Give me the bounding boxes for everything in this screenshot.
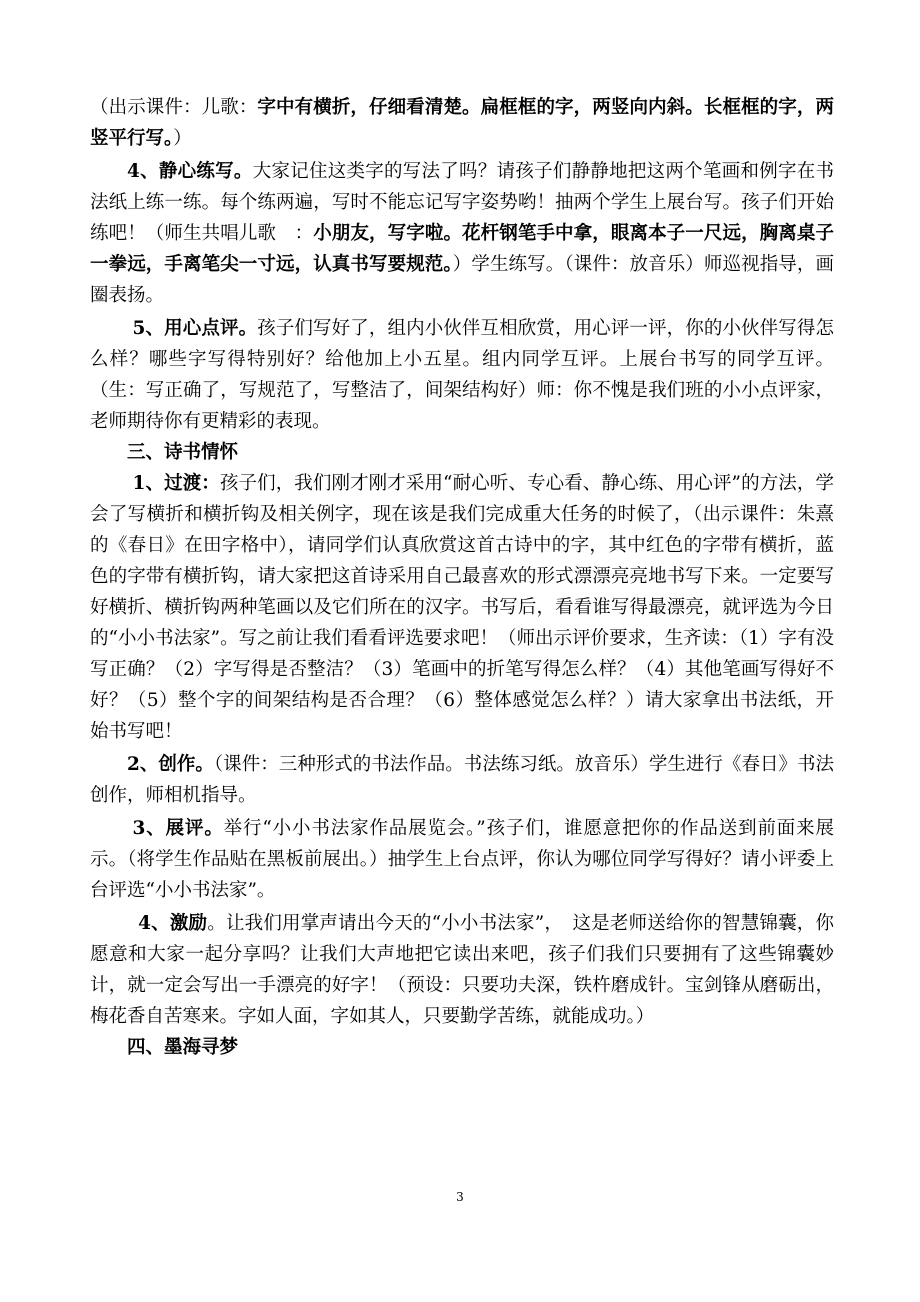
document-body	[90, 92, 834, 1063]
text-run: （课件：三种形式的书法作品。书法练习纸。放音乐）学生进行《春日》书法创作，师相机指导。	[90, 754, 834, 806]
text-run: 举行“小小书法家作品展览会。”孩子们，谁愿意把你的作品送到前面来展示。（将学生作品贴在黑板前展出。）抽学生上台点评，你认为哪位同学写得好？请小评委上台评选“小小书法家”。	[90, 818, 835, 901]
text-run: ）	[173, 128, 192, 149]
paragraph-encourage	[90, 908, 834, 1032]
text-run: （出示课件：儿歌：	[90, 97, 258, 118]
paragraph-create	[90, 749, 834, 811]
step-heading: 1、过渡：	[132, 473, 220, 494]
step-heading: 5、用心点评。	[132, 318, 258, 339]
page-number: 3	[456, 1190, 464, 1204]
section-heading-4: 四、墨海寻梦	[127, 1037, 239, 1058]
text-run: ）学生练写。（课件：放音乐）师巡视指导，画圈表扬。	[90, 254, 834, 306]
text-run: 大家记住这类字的写法了吗？请孩子们静静地把这两个笔画和例字在书法纸上练一练。每个练两遍，写时不能忘记写字姿势哟！抽两个学生上展台写。孩子们开始练吧！（师生共唱儿歌 ：	[90, 161, 834, 244]
paragraph-transition	[90, 468, 834, 747]
bold-text-run: 小朋友，写字啦。花杆钢笔手中拿，眼离本子一尺远，胸离桌子一拳远，手离笔尖一寸远，认真书写要规范。	[90, 223, 834, 275]
paragraph-step-4	[90, 156, 834, 311]
text-run: 。让我们用掌声请出今天的“小小书法家”， 这是老师送给你的智慧锦囊，你愿意和大家一起分享吗？让我们大声地把它读出来吧，孩子们我们只要拥有了这些锦囊妙计，就一定会写出一手漂亮的好字！（预设：只要功夫深，铁杵磨成针。宝剑锋从磨砺出，梅花香自苦寒来。字如人面，字如其人，只要勤学苦练，就能成功。）	[90, 913, 835, 1027]
step-heading: 3、展评。	[132, 818, 224, 839]
section-heading-3: 三、诗书情怀	[127, 442, 239, 463]
step-heading: 2、创作。	[127, 754, 214, 775]
step-heading: 4、激励	[138, 913, 208, 934]
paragraph-song-note	[90, 92, 834, 154]
paragraph-exhibit	[90, 813, 834, 906]
bold-text-run: 字中有横折，仔细看清楚。扁框框的字，两竖向内斜。长框框的字，两竖平行写。	[90, 97, 834, 149]
text-run: 孩子们写好了，组内小伙伴互相欣赏，用心评一评，你的小伙伴写得怎么样？哪些字写得特别好？给他加上小五星。组内同学互评。上展台书写的同学互评。（生：写正确了，写规范了，写整洁了，间架结构好）师：你不愧是我们班的小小点评家，老师期待你有更精彩的表现。	[90, 318, 834, 432]
step-heading: 4、静心练写。	[127, 161, 253, 182]
text-run: 孩子们，我们刚才刚才采用“耐心听、专心看、静心练、用心评”的方法，学会了写横折和横折钩及相关例字，现在该是我们完成重大任务的时候了，（出示课件：朱熹的《春日》在田字格中），请同学们认真欣赏这首古诗中的字，其中红色的字带有横折，蓝色的字带有横折钩，请大家把这首诗采用自己最喜欢的形式漂漂亮亮地书写下来。一定要写好横折、横折钩两种笔画以及它们所在的汉字。书写后，看看谁写得最漂亮，就评选为今日的“小小书法家”。写之前让我们看看评选要求吧！（师出示评价要求，生齐读：（1）字有没写正确？（2）字写得是否整洁？（3）笔画中的折笔写得怎么样？（4）其他笔画写得好不好？（5）整个字的间架结构是否合理？（6）整体感觉怎么样？）请大家拿出书法纸，开始书写吧！	[90, 473, 834, 742]
paragraph-step-5	[90, 313, 834, 437]
